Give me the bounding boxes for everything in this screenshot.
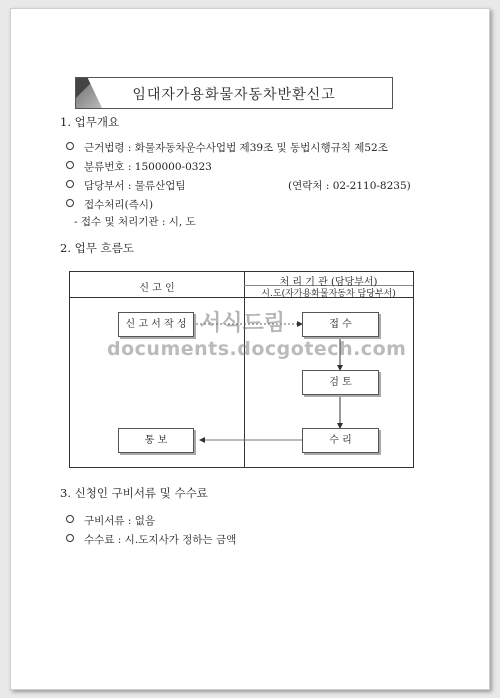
node-receive: 접 수 [302, 312, 379, 337]
bullet-circle-icon [66, 515, 74, 523]
section1-heading: 1. 업무개요 [60, 115, 120, 129]
flow-header-agency-dept: 시․도(자가용화물자동차 담당부서) [261, 289, 396, 299]
overview-number-text: 분류번호 : 1500000-0323 [84, 161, 212, 173]
section3-heading: 3. 신청인 구비서류 및 수수료 [60, 486, 208, 500]
node-notify: 통 보 [118, 428, 194, 453]
docs-item-required [66, 513, 155, 528]
docs-item-fee [66, 532, 236, 547]
overview-law-text: 근거법령 : 화물자동차운수사업법 제39조 및 동법시행규칙 제52조 [84, 142, 388, 154]
docs-fee-text: 수수료 : 시․도지사가 정하는 금액 [84, 534, 237, 546]
watermark-brand: 서식드림 [200, 311, 286, 336]
document-title: 임대자가용화물자동차반환신고 [132, 87, 336, 103]
node-accept: 수 리 [302, 428, 379, 453]
overview-processing-text: 접수처리(즉시) [84, 199, 154, 211]
flow-header-agency: 처 리 기 관 (담당부서) [279, 277, 378, 288]
overview-dept-text: 담당부서 : 물류산업팀 [84, 180, 186, 192]
flow-header-applicant: 신 고 인 [139, 283, 175, 294]
watermark-url: documents.docgotech.com [107, 338, 407, 360]
overview-contact: (연락처 : 02-2110-8235) [288, 180, 411, 192]
docs-required-text: 구비서류 : 없음 [84, 515, 156, 527]
section2-heading: 2. 업무 흐름도 [60, 241, 134, 255]
node-review: 검 토 [302, 370, 379, 395]
overview-subitem-agency: - 접수 및 처리기관 : 시, 도 [74, 216, 196, 228]
node-write-application: 신 고 서 작 성 [118, 312, 194, 337]
bullet-circle-icon [66, 534, 74, 542]
